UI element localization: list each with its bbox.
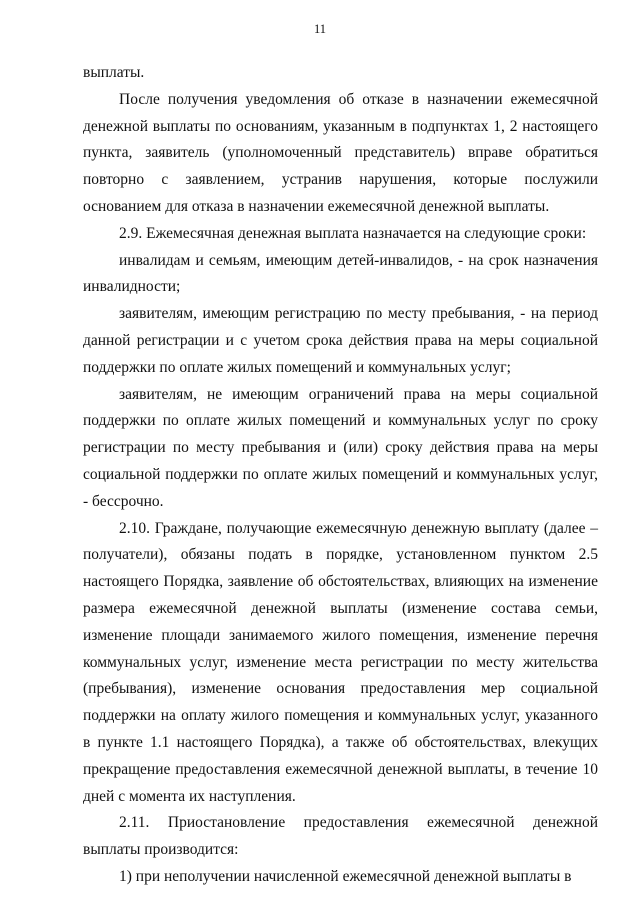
paragraph-2-9-heading: 2.9. Ежемесячная денежная выплата назначается на следующие сроки: — [119, 224, 587, 242]
paragraph-2-11-item-1: 1) при неполучении начисленной ежемесячной денежной выплаты в — [119, 867, 572, 885]
paragraph-2-9-disabled: инвалидам и семьям, имеющим детей-инвалидов, - на срок назначения инвалидности; — [83, 251, 598, 296]
paragraph-continuation: выплаты. — [83, 64, 145, 81]
page-number: 11 — [313, 22, 327, 36]
paragraph-2-9-temporary-registration: заявителям, имеющим регистрацию по месту пребывания, - на период данной регистрации и с учетом срока действия права на меры социальной поддержки по оплате жилых помещений и коммунальных услуг; — [83, 305, 598, 376]
document-body — [83, 60, 598, 891]
paragraph-refusal-reapply: После получения уведомления об отказе в назначении ежемесячной денежной выплаты по основаниям, указанным в подпунктах 1, 2 настоящего пункта, заявитель (уполномоченный представитель) вправе обратиться повторно с заявлением, устранив нарушения, которые послужили основанием для отказа в назначении ежемесячной денежной выплаты. — [83, 90, 598, 215]
paragraph-2-9-unlimited: заявителям, не имеющим ограничений права на меры социальной поддержки по оплате жилых помещений и коммунальных услуг по сроку регистрации по месту пребывания и (или) сроку действия права на меры социальной поддержки по оплате жилых помещений и коммунальных услуг, - бессрочно. — [83, 385, 598, 510]
paragraph-2-11: 2.11. Приостановление предоставления ежемесячной денежной выплаты производится: — [83, 814, 598, 859]
paragraph-2-10: 2.10. Граждане, получающие ежемесячную денежную выплату (далее – получатели), обязаны подать в порядке, установленном пунктом 2.5 настоящего Порядка, заявление об обстоятельствах, влияющих на изменение размера ежемесячной денежной выплаты (изменение состава семьи, изменение площади занимаемого жилого помещения, изменение перечня коммунальных услуг, изменение места регистрации по месту жительства (пребывания), изменение основания предоставления мер социальной поддержки на оплату жилого помещения и коммунальных услуг, указанного в пункте 1.1 настоящего Порядка), а также об обстоятельствах, влекущих прекращение предоставления ежемесячной денежной выплаты, в течение 10 дней с момента их наступления. — [83, 519, 598, 805]
